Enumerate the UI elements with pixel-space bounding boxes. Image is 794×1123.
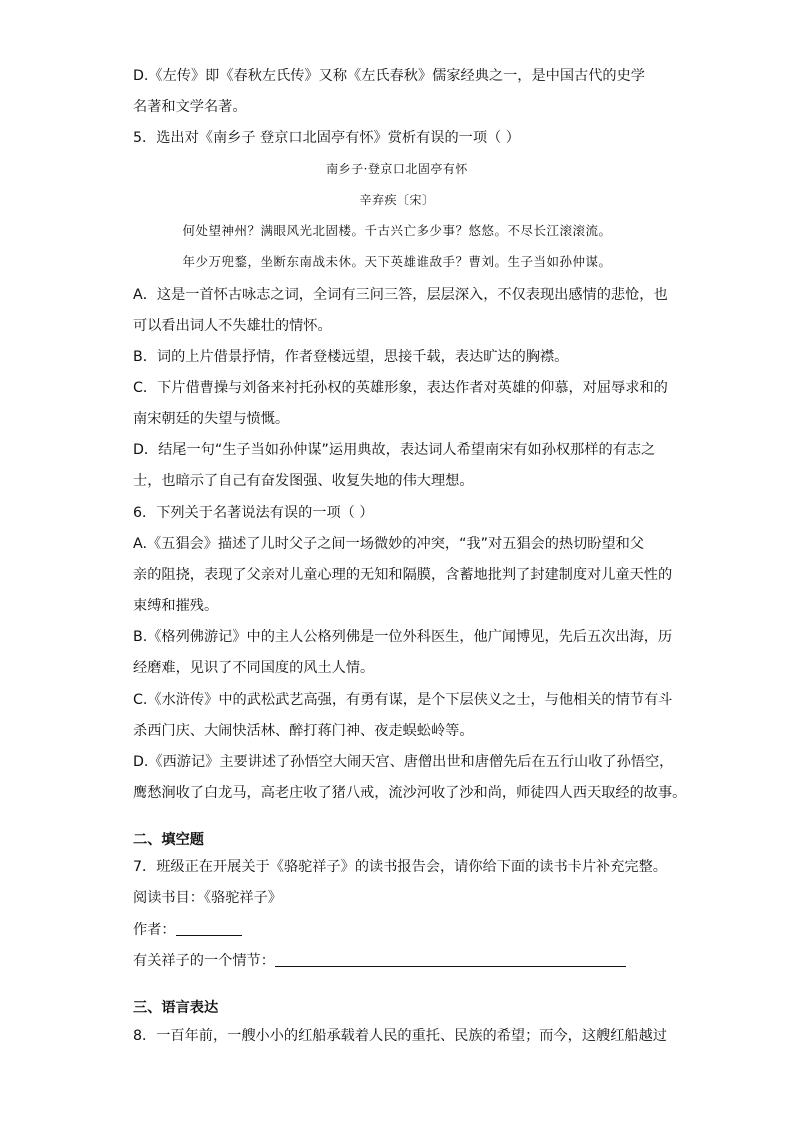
- section-language-expression-title: 三、语言表达: [133, 1000, 219, 1016]
- q6-option-a-line1: A.《五猖会》描述了儿时父子之间一场微妙的冲突，“我”对五猖会的热切盼望和父: [133, 536, 645, 552]
- q5-stem: 5．选出对《南乡子 登京口北固亭有怀》赏析有误的一项（ ）: [133, 130, 520, 146]
- q5-option-b: B．词的上片借景抒情，作者登楼远望，思接千载，表达旷达的胸襟。: [133, 349, 569, 365]
- poem-title: 南乡子·登京口北固亭有怀: [326, 162, 468, 176]
- q6-option-c-line1: C.《水浒传》中的武松武艺高强，有勇有谋，是个下层侠义之士，与他相关的情节有斗: [133, 692, 673, 708]
- q7-plot-row: [133, 951, 673, 971]
- poem-line-2: 年少万兜鍪，坐断东南战未休。天下英雄谁敌手？曹刘。生子当如孙仲谋。: [182, 254, 612, 269]
- plot-blank-line[interactable]: [275, 952, 626, 967]
- poem-line-1: 何处望神州？满眼风光北固楼。千古兴亡多少事？悠悠。不尽长江滚滚流。: [182, 223, 612, 238]
- poem-author: 辛弃疾〔宋〕: [359, 193, 435, 207]
- q5-option-c-line1: C．下片借曹操与刘备来衬托孙权的英雄形象，表达作者对英雄的仰慕，对屈辱求和的: [133, 380, 668, 396]
- q6-option-d-line2: 鹰愁涧收了白龙马，高老庄收了猪八戒，流沙河收了沙和尚，师徒四人西天取经的故事。: [133, 785, 687, 801]
- q5-option-a-line2: 可以看出词人不失雄壮的情怀。: [133, 318, 332, 334]
- q5-option-d-line2: 士，也暗示了自己有奋发图强、收复失地的伟大理想。: [133, 473, 474, 489]
- q6-option-b-line1: B.《格列佛游记》中的主人公格列佛是一位外科医生，他广闻博见，先后五次出海，历: [133, 629, 673, 645]
- q7-book: 阅读书目：《骆驼祥子》: [133, 890, 282, 906]
- q6-stem: 6．下列关于名著说法有误的一项（ ）: [133, 505, 374, 521]
- q4-option-d-line1: D.《左传》即《春秋左氏传》又称《左氏春秋》儒家经典之一，是中国古代的史学: [133, 68, 645, 84]
- q6-option-a-line3: 束缚和摧残。: [133, 598, 219, 614]
- q6-option-d-line1: D.《西游记》主要讲述了孙悟空大闹天宫、唐僧出世和唐僧先后在五行山收了孙悟空，: [133, 754, 674, 770]
- q5-option-d-line1: D．结尾一句“生子当如孙仲谋”运用典故，表达词人希望南宋有如孙权那样的有志之: [133, 442, 656, 458]
- q6-option-b-line2: 经磨难，见识了不同国度的风土人情。: [133, 660, 375, 676]
- q6-option-c-line2: 杀西门庆、大闹快活林、醉打蒋门神、夜走蜈蚣岭等。: [133, 723, 474, 739]
- q7-stem: 7．班级正在开展关于《骆驼祥子》的读书报告会，请你给下面的读书卡片补充完整。: [133, 859, 667, 875]
- q4-option-d-line2: 名著和文学名著。: [133, 99, 247, 115]
- author-blank-line[interactable]: [176, 921, 242, 936]
- section-fill-in-title: 二、填空题: [133, 832, 204, 848]
- q5-option-c-line2: 南宋朝廷的失望与愤慨。: [133, 411, 290, 427]
- q6-option-a-line2: 亲的阻挠，表现了父亲对儿童心理的无知和隔膜，含蓄地批判了封建制度对儿童天性的: [133, 567, 673, 583]
- q8-stem: 8．一百年前，一艘小小的红船承载着人民的重托、民族的希望；而今，这艘红船越过: [133, 1028, 667, 1044]
- q5-option-a-line1: A．这是一首怀古咏志之词，全词有三问三答，层层深入，不仅表现出感情的悲怆，也: [133, 287, 668, 303]
- q7-author-label: 作者：: [133, 922, 176, 938]
- q7-author-row: [133, 920, 673, 940]
- q7-plot-label: 有关祥子的一个情节：: [133, 953, 275, 969]
